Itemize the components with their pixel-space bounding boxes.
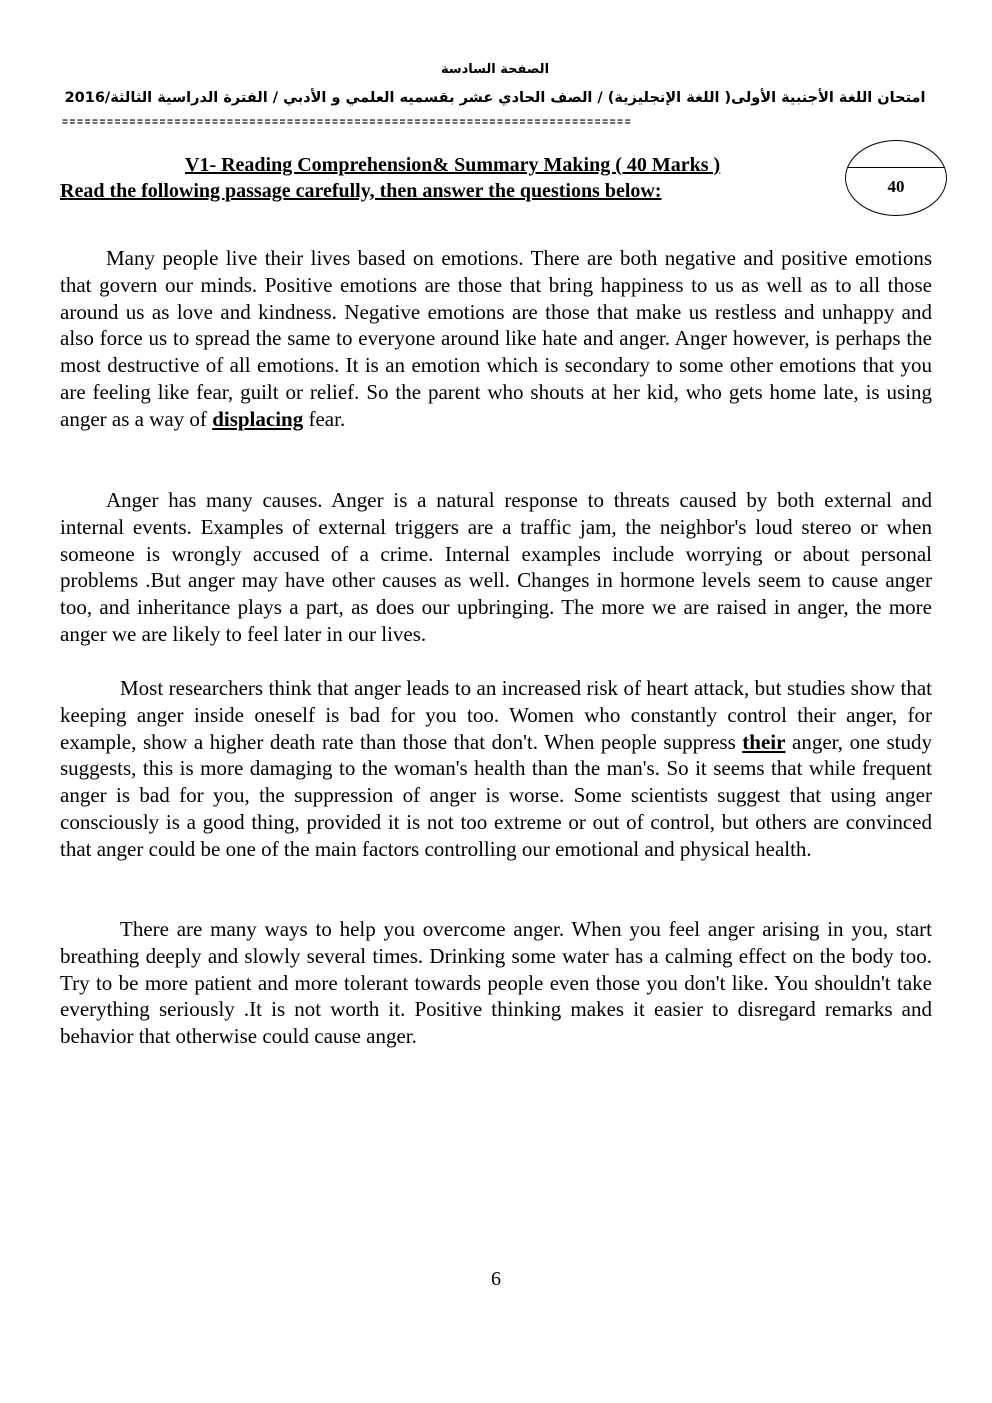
paragraph-text: Many people live their lives based on emotions. There are both negative and positive emotions that govern our minds. Positive emotions are those that bring happiness to us as well as to all those around us as love and kindness. Negative emotions are those that make us restless and unhappy and also force us to spread the same to everyone around like hate and anger. Anger however, is perhaps the most destructive of all emotions. It is an emotion which is secondary to some other emotions that you are feeling like fear, guilt or relief. So the parent who shouts at her kid, who gets home late, is using anger as a way of xyxy=(60,246,932,431)
paragraph-text: fear. xyxy=(303,406,346,431)
section-title: V1- Reading Comprehension& Summary Making ( 40 Marks ) xyxy=(185,154,721,176)
passage-paragraph-3 xyxy=(60,675,932,863)
instruction-text: Read the following passage carefully, then answer the questions below: xyxy=(60,180,662,202)
keyword-their: their xyxy=(742,729,786,754)
marks-box xyxy=(845,140,947,216)
header-separator: ============================================================================ xyxy=(62,118,633,129)
marks-total: 40 xyxy=(887,177,905,196)
marks-divider xyxy=(846,167,946,168)
passage-paragraph-4: There are many ways to help you overcome anger. When you feel anger arising in you, start breathing deeply and slowly several times. Drinking some water has a calming effect on the body too. Try to be more patient and more tolerant towards people even those you don't like. You shouldn't take everything seriously .It is not worth it. Positive thinking makes it easier to disregard remarks and behavior that otherwise could cause anger. xyxy=(60,917,932,1049)
paragraph-text: Most researchers think that anger leads to an increased risk of heart attack, but studies show that keeping anger inside oneself is bad for you too. Women who constantly control their anger, for example, show a higher death rate than those that don't. When people suppress xyxy=(60,676,932,754)
page-number: 6 xyxy=(491,1268,501,1290)
page-heading: الصفحة السادسة xyxy=(440,62,550,77)
paragraph-text: anger, one study suggests, this is more damaging to the woman's health than the man's. So it seems that while frequent anger is bad for you, the suppression of anger is worse. Some scientists suggest that using anger consciously is a good thing, provided it is not too extreme or out of control, but others are convinced that anger could be one of the main factors controlling our emotional and physical health. xyxy=(60,729,932,861)
exam-title: امتحان اللغة الأجنبية الأولى( اللغة الإنجليزية) / الصف الحادي عشر بقسميه العلمي و الأدبي / الفترة الدراسية الثالثة/2016 xyxy=(64,90,926,106)
passage-paragraph-1 xyxy=(60,245,932,433)
keyword-displacing: displacing xyxy=(212,406,304,431)
passage-paragraph-2: Anger has many causes. Anger is a natural response to threats caused by both external and internal events. Examples of external triggers are a traffic jam, the neighbor's loud stereo or when someone is wrongly accused of a crime. Internal examples include worrying or about personal problems .But anger may have other causes as well. Changes in hormone levels seem to cause anger too, and inheritance plays a part, as does our upbringing. The more we are raised in anger, the more anger we are likely to feel later in our lives. xyxy=(60,488,932,646)
